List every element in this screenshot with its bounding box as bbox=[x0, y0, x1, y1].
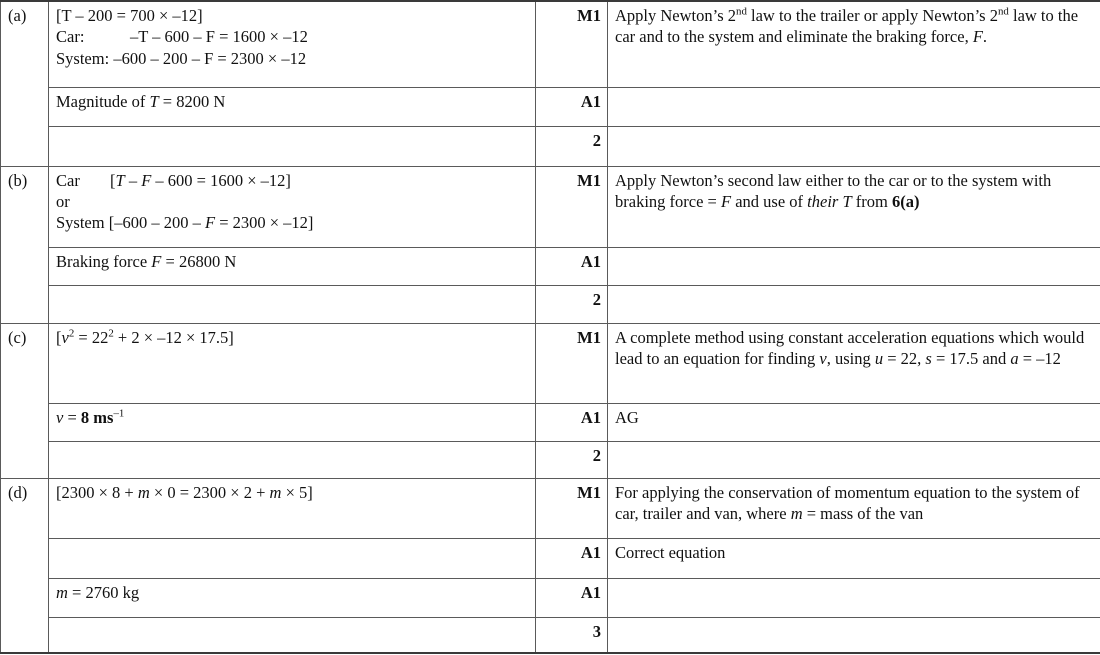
working-line: or bbox=[56, 191, 70, 211]
notes-cell-b3 bbox=[608, 285, 1100, 323]
mark-cell-a1: M1 bbox=[536, 1, 608, 87]
working-cell-c2: v = 8 $ms^{-1}$ bbox=[49, 403, 536, 441]
working-line: [T – 200 = 700 × –12] bbox=[56, 6, 203, 25]
part-label-b: (b) bbox=[1, 166, 49, 323]
table-row bbox=[1, 478, 1100, 538]
notes-cell-c3 bbox=[608, 441, 1100, 478]
working-cell-c1 bbox=[49, 323, 536, 403]
notes-cell-d3 bbox=[608, 578, 1100, 617]
total-cell-b: 2 bbox=[536, 285, 608, 323]
working-line-equation: [–600 – 200 – F = 2300 × –12] bbox=[108, 213, 314, 233]
working-cell-d2 bbox=[49, 538, 536, 578]
working-line-equation: [T – F – 600 = 1600 × –12] bbox=[110, 170, 291, 190]
notes-cell-b1: Apply Newton’s second law either to the car or to the system with braking force = F and use of their T from 6(a) bbox=[608, 166, 1100, 247]
notes-cell-d4 bbox=[608, 617, 1100, 653]
mark-cell-d1: M1 bbox=[536, 478, 608, 538]
table-row bbox=[1, 578, 1100, 617]
working-cell-d3: m = 2760 kg bbox=[49, 578, 536, 617]
mark-cell-b1: M1 bbox=[536, 166, 608, 247]
working-cell-c3 bbox=[49, 441, 536, 478]
working-line: $[v^2 = 22^2 + 2 \times -12 \times 17.5]$ bbox=[56, 327, 234, 347]
notes-cell-a3 bbox=[608, 126, 1100, 166]
working-line-equation: –600 – 200 – F = 2300 × –12 bbox=[113, 48, 307, 68]
working-line: [2300 × 8 + m × 0 = 2300 × 2 + m × 5] bbox=[56, 482, 313, 502]
table-row bbox=[1, 323, 1100, 403]
total-cell-a: 2 bbox=[536, 126, 608, 166]
notes-cell-c1: A complete method using constant acceleration equations which would lead to an equation for finding v, using u = 22, s = 17.5 and a = –12 bbox=[608, 323, 1100, 403]
notes-cell-a1: Apply Newton’s 2nd law to the trailer or apply Newton’s 2nd law to the car and to the system and eliminate the braking force, F. bbox=[608, 1, 1100, 87]
working-line-equation: –T – 600 – F = 1600 × –12 bbox=[130, 27, 308, 47]
working-line bbox=[56, 170, 529, 191]
working-cell-b2: Braking force F = 26800 N bbox=[49, 247, 536, 285]
working-cell-b3 bbox=[49, 285, 536, 323]
working-line-label: System bbox=[56, 213, 105, 233]
mark-cell-d3: A1 bbox=[536, 578, 608, 617]
table-row bbox=[1, 538, 1100, 578]
working-cell-b1 bbox=[49, 166, 536, 247]
working-line-label: System: bbox=[56, 48, 110, 68]
working-cell-a2: Magnitude of T = 8200 N bbox=[49, 87, 536, 126]
working-cell-d1 bbox=[49, 478, 536, 538]
working-line bbox=[56, 212, 529, 233]
table-row bbox=[1, 441, 1100, 478]
table-row bbox=[1, 285, 1100, 323]
total-cell-c: 2 bbox=[536, 441, 608, 478]
working-cell-a3 bbox=[49, 126, 536, 166]
total-cell-d: 3 bbox=[536, 617, 608, 653]
table-row bbox=[1, 247, 1100, 285]
table-row bbox=[1, 403, 1100, 441]
part-label-c: (c) bbox=[1, 323, 49, 478]
working-cell-d4 bbox=[49, 617, 536, 653]
working-line bbox=[56, 48, 529, 69]
working-line-label: Car bbox=[56, 170, 80, 190]
working-line-label: Car: bbox=[56, 27, 85, 47]
notes-cell-c2: AG bbox=[608, 403, 1100, 441]
part-label-d: (d) bbox=[1, 478, 49, 653]
notes-cell-d1: For applying the conservation of momentum equation to the system of car, trailer and van, where m = mass of the van bbox=[608, 478, 1100, 538]
mark-cell-a2: A1 bbox=[536, 87, 608, 126]
mark-cell-c1: M1 bbox=[536, 323, 608, 403]
notes-cell-d2: Correct equation bbox=[608, 538, 1100, 578]
table-row bbox=[1, 166, 1100, 247]
table-row bbox=[1, 87, 1100, 126]
working-cell-a1 bbox=[49, 1, 536, 87]
mark-cell-d2: A1 bbox=[536, 538, 608, 578]
notes-cell-b2 bbox=[608, 247, 1100, 285]
part-label-a: (a) bbox=[1, 1, 49, 166]
mark-cell-c2: A1 bbox=[536, 403, 608, 441]
notes-cell-a2 bbox=[608, 87, 1100, 126]
table-row bbox=[1, 617, 1100, 653]
table-row bbox=[1, 1, 1100, 87]
table-row bbox=[1, 126, 1100, 166]
working-line bbox=[56, 26, 529, 47]
mark-cell-b2: A1 bbox=[536, 247, 608, 285]
